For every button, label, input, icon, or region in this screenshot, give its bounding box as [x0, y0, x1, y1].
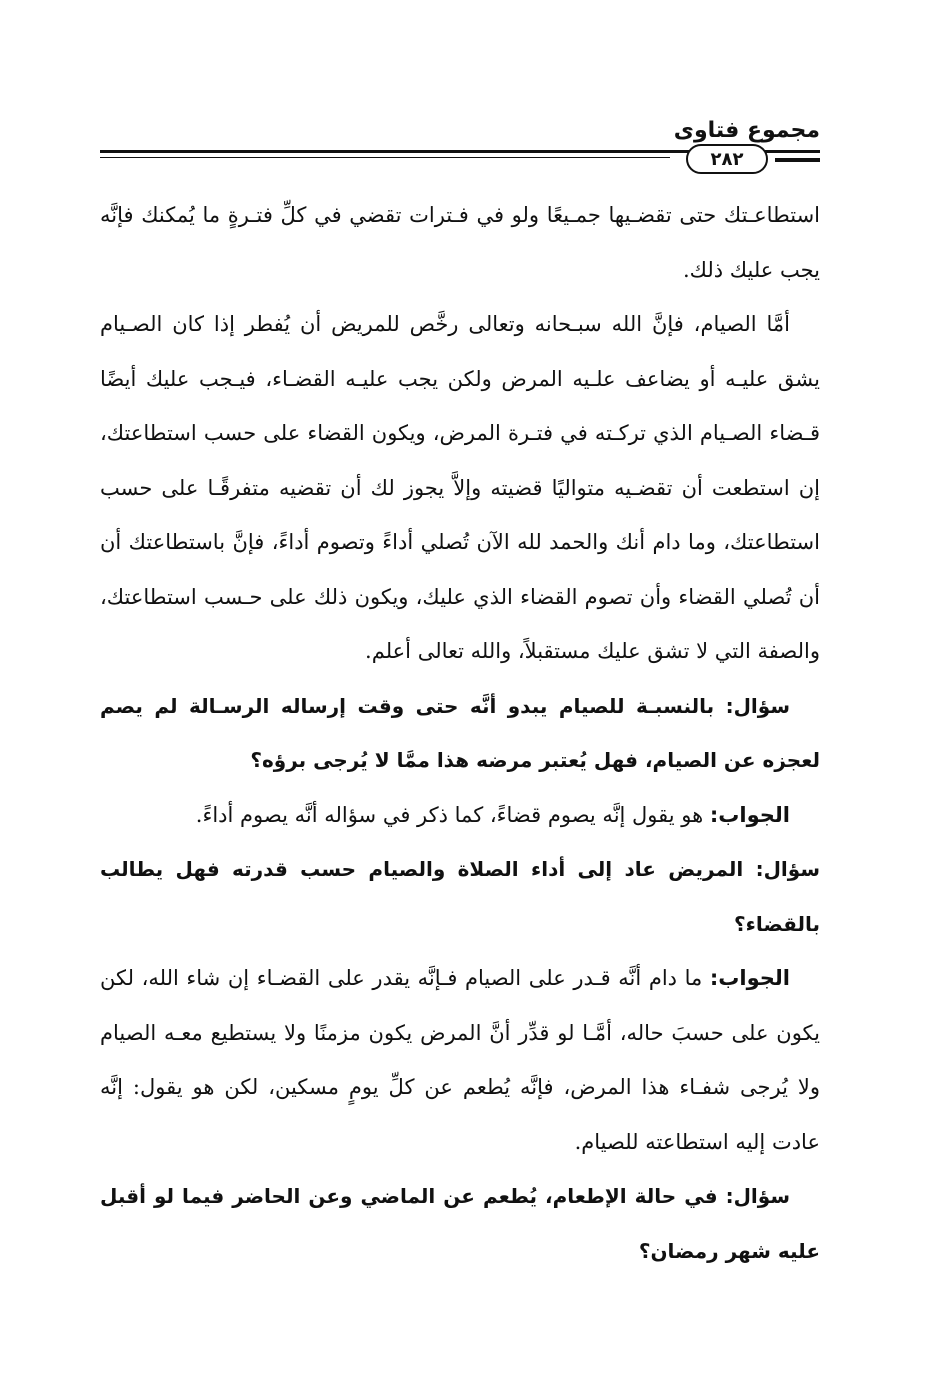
answer-text: هو يقول إنَّه يصوم قضاءً، كما ذكر في سؤاله أنَّه يصوم أداءً. — [195, 802, 704, 827]
paragraph-continuation — [100, 188, 820, 297]
answer-paragraph — [100, 788, 820, 843]
running-header — [100, 108, 820, 178]
paragraph-text: استطاعـتك حتى تقضـيها جمـيعًا ولو في فـترات تقضي في كلِّ فتـرةٍ ما يُمكنك فإنَّه يجب عليك ذلك. — [100, 203, 820, 282]
question-text: سؤال: بالنسبـة للصيام يبدو أنَّه حتى وقت إرساله الرسـالة لم يصم لعجزه عن الصيام، فهل يُعتبر مرضه هذا ممَّا لا يُرجى برؤه؟ — [100, 693, 820, 772]
header-rule-thin — [100, 157, 670, 158]
answer-paragraph — [100, 951, 820, 1169]
page-number: ٢٨٢ — [686, 144, 768, 174]
answer-text: ما دام أنَّه قـدر على الصيام فـإنَّه يقدر على القضـاء إن شاء الله، لكن يكون على حسبَ حاله، أمَّـا لو قدِّر أنَّ المرض يكون مزمنًا ولا يستطيع معـه الصيام ولا يُرجى شفـاء هذا المرض، فإنَّه يُطعم عن كلِّ يومٍ مسكين، لكن هو يقول: إنَّه عادت إليه استطاعته للصيام. — [100, 966, 820, 1154]
question-text: سؤال: المريض عاد إلى أداء الصلاة والصيام حسب قدرته فهل يطالب بالقضاء؟ — [100, 857, 820, 936]
page-body — [100, 188, 820, 1278]
question-paragraph — [100, 1169, 820, 1278]
header-rule-ornament — [775, 158, 820, 162]
question-paragraph — [100, 842, 820, 951]
question-text: سؤال: في حالة الإطعام، يُطعم عن الماضي وعن الحاضر فيما لو أقبل عليه شهر رمضان؟ — [100, 1184, 820, 1263]
paragraph-fasting-ruling — [100, 297, 820, 679]
answer-label: الجواب: — [709, 802, 790, 827]
running-title: مجموع فتاوى — [673, 118, 820, 143]
question-paragraph — [100, 679, 820, 788]
answer-label: الجواب: — [709, 966, 790, 990]
paragraph-text: أمَّا الصيام، فإنَّ الله سبـحانه وتعالى رخَّص للمريض أن يُفطر إذا كان الصـيام يشق عليـه أو يضاعف علـيه المرض ولكن يجب عليـه القضـاء، فيـجب عليك أيضًا قـضاء الصـيام الذي تركـته في فتـرة المرض، ويكون القضاء على حسب استطاعتك، إن استطعت أن تقضـيه متواليًا قضيته وإلاَّ يجوز لك أن تقضيه متفرقًـا على حسب استطاعتك، وما دام أنك والحمد لله الآن تُصلي أداءً وتصوم أداءً، فإنَّ باستطاعتك أن أن تُصلي القضاء وأن تصوم القضاء الذي عليك، ويكون ذلك على حـسب استطاعتك، والصفة التي لا تشق عليك مستقبلاً، والله تعالى أعلم. — [100, 312, 820, 663]
